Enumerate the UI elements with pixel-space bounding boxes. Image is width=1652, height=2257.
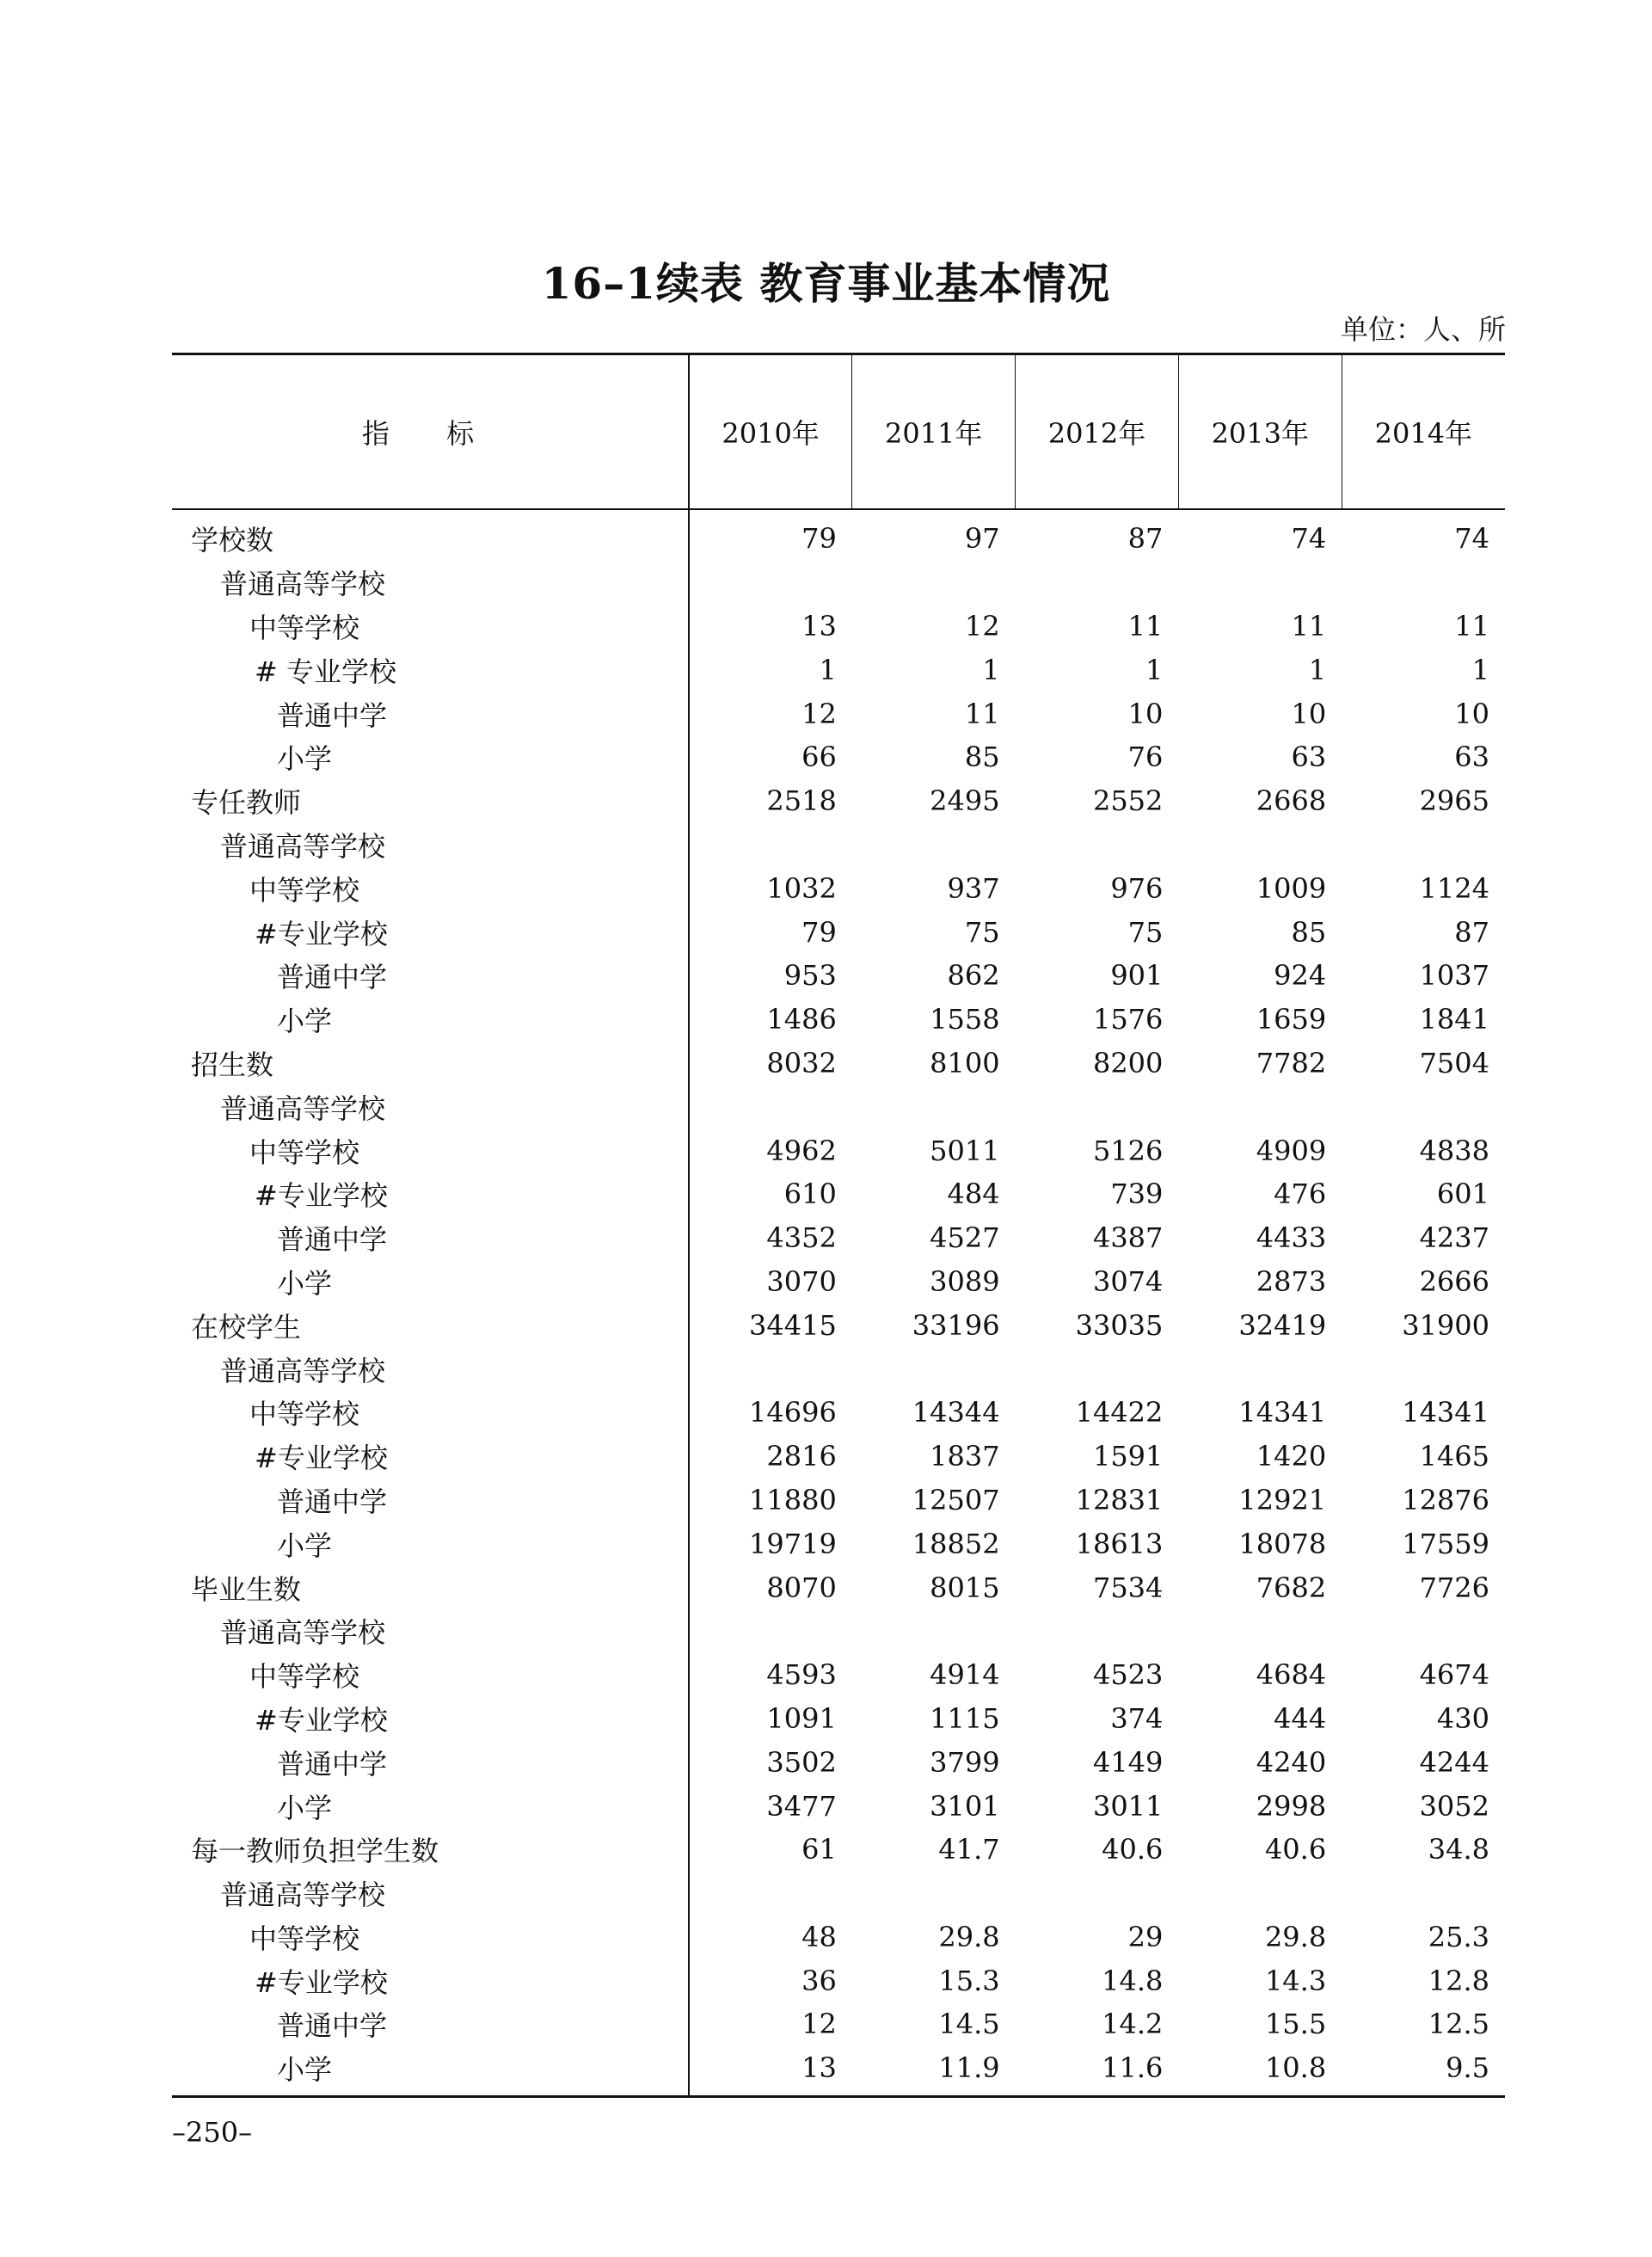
cell-value: 1837 <box>930 1440 1000 1473</box>
cell-value: 11 <box>1454 609 1489 643</box>
table-row <box>172 1609 1505 1653</box>
cell-value <box>1178 1872 1342 1916</box>
cell-value: 601 <box>1436 1178 1489 1211</box>
cell-value: 4527 <box>930 1221 1000 1255</box>
cell-value: 14422 <box>1075 1396 1164 1430</box>
cell-value: 15.3 <box>938 1964 1000 1997</box>
cell-value: 14341 <box>1238 1396 1327 1430</box>
cell-value <box>852 1085 1016 1128</box>
table-row <box>172 2002 1505 2046</box>
cell-value: 953 <box>783 959 837 993</box>
cell-value <box>1342 1347 1505 1391</box>
page-number: –250– <box>172 2116 253 2149</box>
cell-value: 1 <box>1308 653 1327 686</box>
table-row <box>172 779 1505 823</box>
cell-value: 476 <box>1274 1178 1327 1211</box>
table-row <box>172 1522 1505 1565</box>
cell-value: 4838 <box>1419 1134 1489 1167</box>
row-label: 普通中学 <box>172 692 689 735</box>
cell-value: 924 <box>1274 959 1327 993</box>
table-row <box>172 1959 1505 2002</box>
cell-value: 14.8 <box>1102 1964 1164 1997</box>
row-label: 普通中学 <box>172 954 689 998</box>
cell-value: 1576 <box>1092 1003 1164 1036</box>
cell-value: 1420 <box>1256 1440 1327 1473</box>
row-label: 普通高等学校 <box>172 1085 689 1128</box>
cell-value <box>1016 823 1179 867</box>
cell-value: 14344 <box>912 1396 1000 1430</box>
table-row <box>172 954 1505 998</box>
cell-value: 74 <box>1454 522 1489 556</box>
row-label: 学校数 <box>172 509 689 561</box>
row-label: 中等学校 <box>172 1653 689 1697</box>
cell-value: 61 <box>801 1833 837 1866</box>
cell-value: 12921 <box>1238 1483 1327 1516</box>
header-row <box>172 354 1505 510</box>
cell-value: 430 <box>1436 1701 1489 1735</box>
cell-value: 7682 <box>1256 1571 1327 1604</box>
cell-value: 14341 <box>1402 1396 1489 1430</box>
cell-value <box>689 1347 852 1391</box>
cell-value: 10 <box>1127 697 1164 730</box>
table-row <box>172 1216 1505 1260</box>
cell-value <box>852 1347 1016 1391</box>
cell-value: 7782 <box>1256 1046 1327 1079</box>
cell-value: 1 <box>819 653 837 686</box>
cell-value: 374 <box>1110 1701 1164 1735</box>
cell-value: 19719 <box>749 1527 837 1560</box>
cell-value <box>1178 1347 1342 1391</box>
cell-value: 5011 <box>930 1134 1000 1167</box>
row-label: 小学 <box>172 1784 689 1828</box>
cell-value: 25.3 <box>1428 1920 1489 1953</box>
cell-value: 7504 <box>1419 1046 1489 1079</box>
cell-value: 18613 <box>1075 1527 1164 1560</box>
cell-value: 1 <box>1471 653 1489 686</box>
cell-value: 15.5 <box>1264 2008 1327 2041</box>
header-year-2011: 2011年 <box>852 354 1016 510</box>
cell-value: 444 <box>1274 1701 1327 1735</box>
cell-value: 4237 <box>1419 1221 1489 1255</box>
cell-value: 10.8 <box>1178 2046 1342 2096</box>
row-label: 小学 <box>172 2046 689 2096</box>
table-row <box>172 1479 1505 1522</box>
cell-value: 8100 <box>930 1046 1000 1079</box>
row-label: #专业学校 <box>172 1435 689 1479</box>
cell-value: 79 <box>801 522 837 556</box>
table-row <box>172 823 1505 867</box>
cell-value: 4240 <box>1256 1745 1327 1779</box>
table-row <box>172 1435 1505 1479</box>
cell-value: 2552 <box>1092 784 1164 818</box>
row-label: 普通高等学校 <box>172 561 689 605</box>
cell-value: 4352 <box>766 1221 837 1255</box>
cell-value: 41.7 <box>938 1833 1000 1866</box>
cell-value <box>1342 823 1505 867</box>
table-row <box>172 1347 1505 1391</box>
cell-value: 12 <box>801 2008 837 2041</box>
cell-value: 7726 <box>1419 1571 1489 1604</box>
table-header <box>172 354 1505 510</box>
cell-value: 4962 <box>766 1134 837 1167</box>
cell-value: 1591 <box>1092 1440 1164 1473</box>
cell-value: 8032 <box>766 1046 837 1079</box>
cell-value: 18078 <box>1238 1527 1327 1560</box>
cell-value: 11 <box>1127 609 1164 643</box>
cell-value <box>1342 561 1505 605</box>
cell-value: 1115 <box>930 1701 1000 1735</box>
cell-value: 32419 <box>1238 1308 1327 1342</box>
row-label: 普通高等学校 <box>172 1609 689 1653</box>
cell-value: 3074 <box>1092 1264 1164 1298</box>
cell-value: 3101 <box>930 1789 1000 1823</box>
row-label: 普通中学 <box>172 2002 689 2046</box>
cell-value <box>1016 1347 1179 1391</box>
cell-value: 75 <box>1127 915 1164 949</box>
cell-value: 739 <box>1110 1178 1164 1211</box>
row-label: 中等学校 <box>172 605 689 649</box>
cell-value: 9.5 <box>1342 2046 1505 2096</box>
cell-value <box>1016 1609 1179 1653</box>
cell-value <box>1016 1872 1179 1916</box>
cell-value: 85 <box>964 741 1000 774</box>
row-label: 普通中学 <box>172 1479 689 1522</box>
table-row <box>172 561 1505 605</box>
cell-value: 12 <box>801 697 837 730</box>
cell-value: 13 <box>801 609 837 643</box>
row-label: #专业学校 <box>172 910 689 954</box>
cell-value: 40.6 <box>1264 1833 1327 1866</box>
cell-value: 2998 <box>1256 1789 1327 1823</box>
row-label: 中等学校 <box>172 1916 689 1959</box>
table-row <box>172 509 1505 561</box>
table-row <box>172 866 1505 910</box>
cell-value: 1 <box>982 653 1000 686</box>
cell-value: 4684 <box>1256 1658 1327 1692</box>
row-label: 普通高等学校 <box>172 1872 689 1916</box>
cell-value: 14.5 <box>938 2008 1000 2041</box>
row-label: 中等学校 <box>172 1128 689 1172</box>
header-year-2012: 2012年 <box>1016 354 1179 510</box>
cell-value: 10 <box>1291 697 1327 730</box>
table-row <box>172 1740 1505 1784</box>
row-label: 毕业生数 <box>172 1565 689 1609</box>
cell-value: 63 <box>1454 741 1489 774</box>
cell-value: 1037 <box>1419 959 1489 993</box>
cell-value: 8070 <box>766 1571 837 1604</box>
cell-value: 76 <box>1127 741 1164 774</box>
cell-value: 3502 <box>766 1745 837 1779</box>
cell-value <box>1178 823 1342 867</box>
cell-value <box>1178 1609 1342 1653</box>
cell-value: 862 <box>947 959 1000 993</box>
cell-value: 3477 <box>766 1789 837 1823</box>
cell-value: 29.8 <box>1264 1920 1327 1953</box>
table-body <box>172 509 1505 2096</box>
cell-value <box>852 1872 1016 1916</box>
cell-value: 976 <box>1110 871 1164 905</box>
header-indicator: 指 标 <box>172 354 689 510</box>
cell-value: 1124 <box>1419 871 1489 905</box>
cell-value: 12.8 <box>1428 1964 1489 1997</box>
cell-value: 29 <box>1127 1920 1164 1953</box>
row-label: #专业学校 <box>172 1697 689 1741</box>
cell-value: 85 <box>1291 915 1327 949</box>
cell-value: 2668 <box>1256 784 1327 818</box>
table-row <box>172 1828 1505 1872</box>
cell-value: 10 <box>1454 697 1489 730</box>
row-label: 小学 <box>172 998 689 1042</box>
cell-value: 97 <box>964 522 1000 556</box>
cell-value: 66 <box>801 741 837 774</box>
table-row <box>172 2046 1505 2096</box>
cell-value: 18852 <box>912 1527 1000 1560</box>
cell-value <box>689 1872 852 1916</box>
cell-value: 14.3 <box>1264 1964 1327 1997</box>
cell-value: 3011 <box>1092 1789 1164 1823</box>
cell-value: 11880 <box>749 1483 837 1516</box>
cell-value <box>1178 1085 1342 1128</box>
cell-value <box>689 1609 852 1653</box>
table-row <box>172 1916 1505 1959</box>
cell-value: 1 <box>1145 653 1164 686</box>
table-row <box>172 1697 1505 1741</box>
cell-value: 5126 <box>1092 1134 1164 1167</box>
cell-value: 4433 <box>1256 1221 1327 1255</box>
table-row <box>172 998 1505 1042</box>
cell-value: 4593 <box>766 1658 837 1692</box>
row-label: 中等学校 <box>172 866 689 910</box>
cell-value: 484 <box>947 1178 1000 1211</box>
cell-value: 87 <box>1127 522 1164 556</box>
cell-value: 31900 <box>1402 1308 1489 1342</box>
cell-value: 11.9 <box>852 2046 1016 2096</box>
table-row <box>172 1042 1505 1085</box>
cell-value: 1465 <box>1419 1440 1489 1473</box>
cell-value: 87 <box>1454 915 1489 949</box>
cell-value <box>852 823 1016 867</box>
cell-value <box>852 1609 1016 1653</box>
cell-value: 1032 <box>766 871 837 905</box>
cell-value: 12876 <box>1402 1483 1489 1516</box>
table-row <box>172 605 1505 649</box>
header-year-2013: 2013年 <box>1178 354 1342 510</box>
table-row <box>172 692 1505 735</box>
cell-value <box>1342 1609 1505 1653</box>
cell-value: 1558 <box>930 1003 1000 1036</box>
row-label: 普通中学 <box>172 1740 689 1784</box>
cell-value: 2873 <box>1256 1264 1327 1298</box>
cell-value: 40.6 <box>1102 1833 1164 1866</box>
table-row <box>172 1085 1505 1128</box>
table-row <box>172 1303 1505 1347</box>
cell-value <box>1016 1085 1179 1128</box>
row-label: 每一教师负担学生数 <box>172 1828 689 1872</box>
cell-value: 2666 <box>1419 1264 1489 1298</box>
cell-value <box>1342 1872 1505 1916</box>
cell-value: 48 <box>801 1920 837 1953</box>
cell-value: 33196 <box>912 1308 1000 1342</box>
cell-value: 11.6 <box>1016 2046 1179 2096</box>
cell-value: 12 <box>964 609 1000 643</box>
row-label: 普通中学 <box>172 1216 689 1260</box>
cell-value: 14.2 <box>1102 2008 1164 2041</box>
cell-value: 17559 <box>1402 1527 1489 1560</box>
cell-value: 13 <box>689 2046 852 2096</box>
table-row <box>172 1391 1505 1435</box>
cell-value: 4149 <box>1092 1745 1164 1779</box>
cell-value: 1659 <box>1256 1003 1327 1036</box>
cell-value: 4674 <box>1419 1658 1489 1692</box>
table-title: 16–1续表 教育事业基本情况 <box>541 258 1111 309</box>
cell-value: 3052 <box>1419 1789 1489 1823</box>
row-label: 专任教师 <box>172 779 689 823</box>
cell-value: 11 <box>1291 609 1327 643</box>
cell-value: 1009 <box>1256 871 1327 905</box>
cell-value: 79 <box>801 915 837 949</box>
cell-value: 36 <box>801 1964 837 1997</box>
cell-value: 8015 <box>930 1571 1000 1604</box>
cell-value: 4244 <box>1419 1745 1489 1779</box>
cell-value: 2518 <box>766 784 837 818</box>
cell-value <box>1016 561 1179 605</box>
cell-value: 610 <box>783 1178 837 1211</box>
cell-value: 1486 <box>766 1003 837 1036</box>
education-statistics-table <box>172 353 1505 2098</box>
row-label: #专业学校 <box>172 1959 689 2002</box>
row-label: 普通高等学校 <box>172 823 689 867</box>
cell-value: 4914 <box>930 1658 1000 1692</box>
cell-value: 4387 <box>1092 1221 1164 1255</box>
cell-value: 12507 <box>912 1483 1000 1516</box>
cell-value: 1841 <box>1419 1003 1489 1036</box>
cell-value <box>1178 561 1342 605</box>
cell-value: 3799 <box>930 1745 1000 1779</box>
cell-value: 75 <box>964 915 1000 949</box>
table-row <box>172 1653 1505 1697</box>
table-row <box>172 1172 1505 1216</box>
header-year-2010: 2010年 <box>689 354 852 510</box>
row-label: 小学 <box>172 1522 689 1565</box>
row-label: 中等学校 <box>172 1391 689 1435</box>
cell-value: 34.8 <box>1428 1833 1489 1866</box>
cell-value: 2816 <box>766 1440 837 1473</box>
table-row <box>172 648 1505 692</box>
table-row <box>172 1128 1505 1172</box>
cell-value: 11 <box>964 697 1000 730</box>
row-label: #专业学校 <box>172 1172 689 1216</box>
cell-value: 901 <box>1110 959 1164 993</box>
cell-value: 1091 <box>766 1701 837 1735</box>
row-label: # 专业学校 <box>172 648 689 692</box>
row-label: 普通高等学校 <box>172 1347 689 1391</box>
cell-value: 2495 <box>930 784 1000 818</box>
table-row <box>172 1872 1505 1916</box>
unit-label: 单位：人、所 <box>1340 313 1506 346</box>
header-year-2014: 2014年 <box>1342 354 1505 510</box>
cell-value <box>689 561 852 605</box>
cell-value <box>1342 1085 1505 1128</box>
cell-value: 7534 <box>1092 1571 1164 1604</box>
row-label: 在校学生 <box>172 1303 689 1347</box>
cell-value: 33035 <box>1075 1308 1164 1342</box>
cell-value: 74 <box>1291 522 1327 556</box>
statistics-table-container <box>172 353 1505 2098</box>
cell-value: 12.5 <box>1428 2008 1489 2041</box>
cell-value: 2965 <box>1419 784 1489 818</box>
cell-value: 29.8 <box>938 1920 1000 1953</box>
table-row <box>172 910 1505 954</box>
cell-value: 34415 <box>749 1308 837 1342</box>
cell-value <box>689 1085 852 1128</box>
row-label: 小学 <box>172 1260 689 1304</box>
cell-value <box>852 561 1016 605</box>
cell-value: 14696 <box>749 1396 837 1430</box>
cell-value <box>689 823 852 867</box>
cell-value: 8200 <box>1092 1046 1164 1079</box>
cell-value: 63 <box>1291 741 1327 774</box>
table-row <box>172 1260 1505 1304</box>
cell-value: 12831 <box>1075 1483 1164 1516</box>
table-row <box>172 1784 1505 1828</box>
cell-value: 937 <box>947 871 1000 905</box>
cell-value: 3070 <box>766 1264 837 1298</box>
row-label: 小学 <box>172 735 689 779</box>
table-row <box>172 1565 1505 1609</box>
cell-value: 4523 <box>1092 1658 1164 1692</box>
cell-value: 4909 <box>1256 1134 1327 1167</box>
table-row <box>172 735 1505 779</box>
row-label: 招生数 <box>172 1042 689 1085</box>
cell-value: 3089 <box>930 1264 1000 1298</box>
